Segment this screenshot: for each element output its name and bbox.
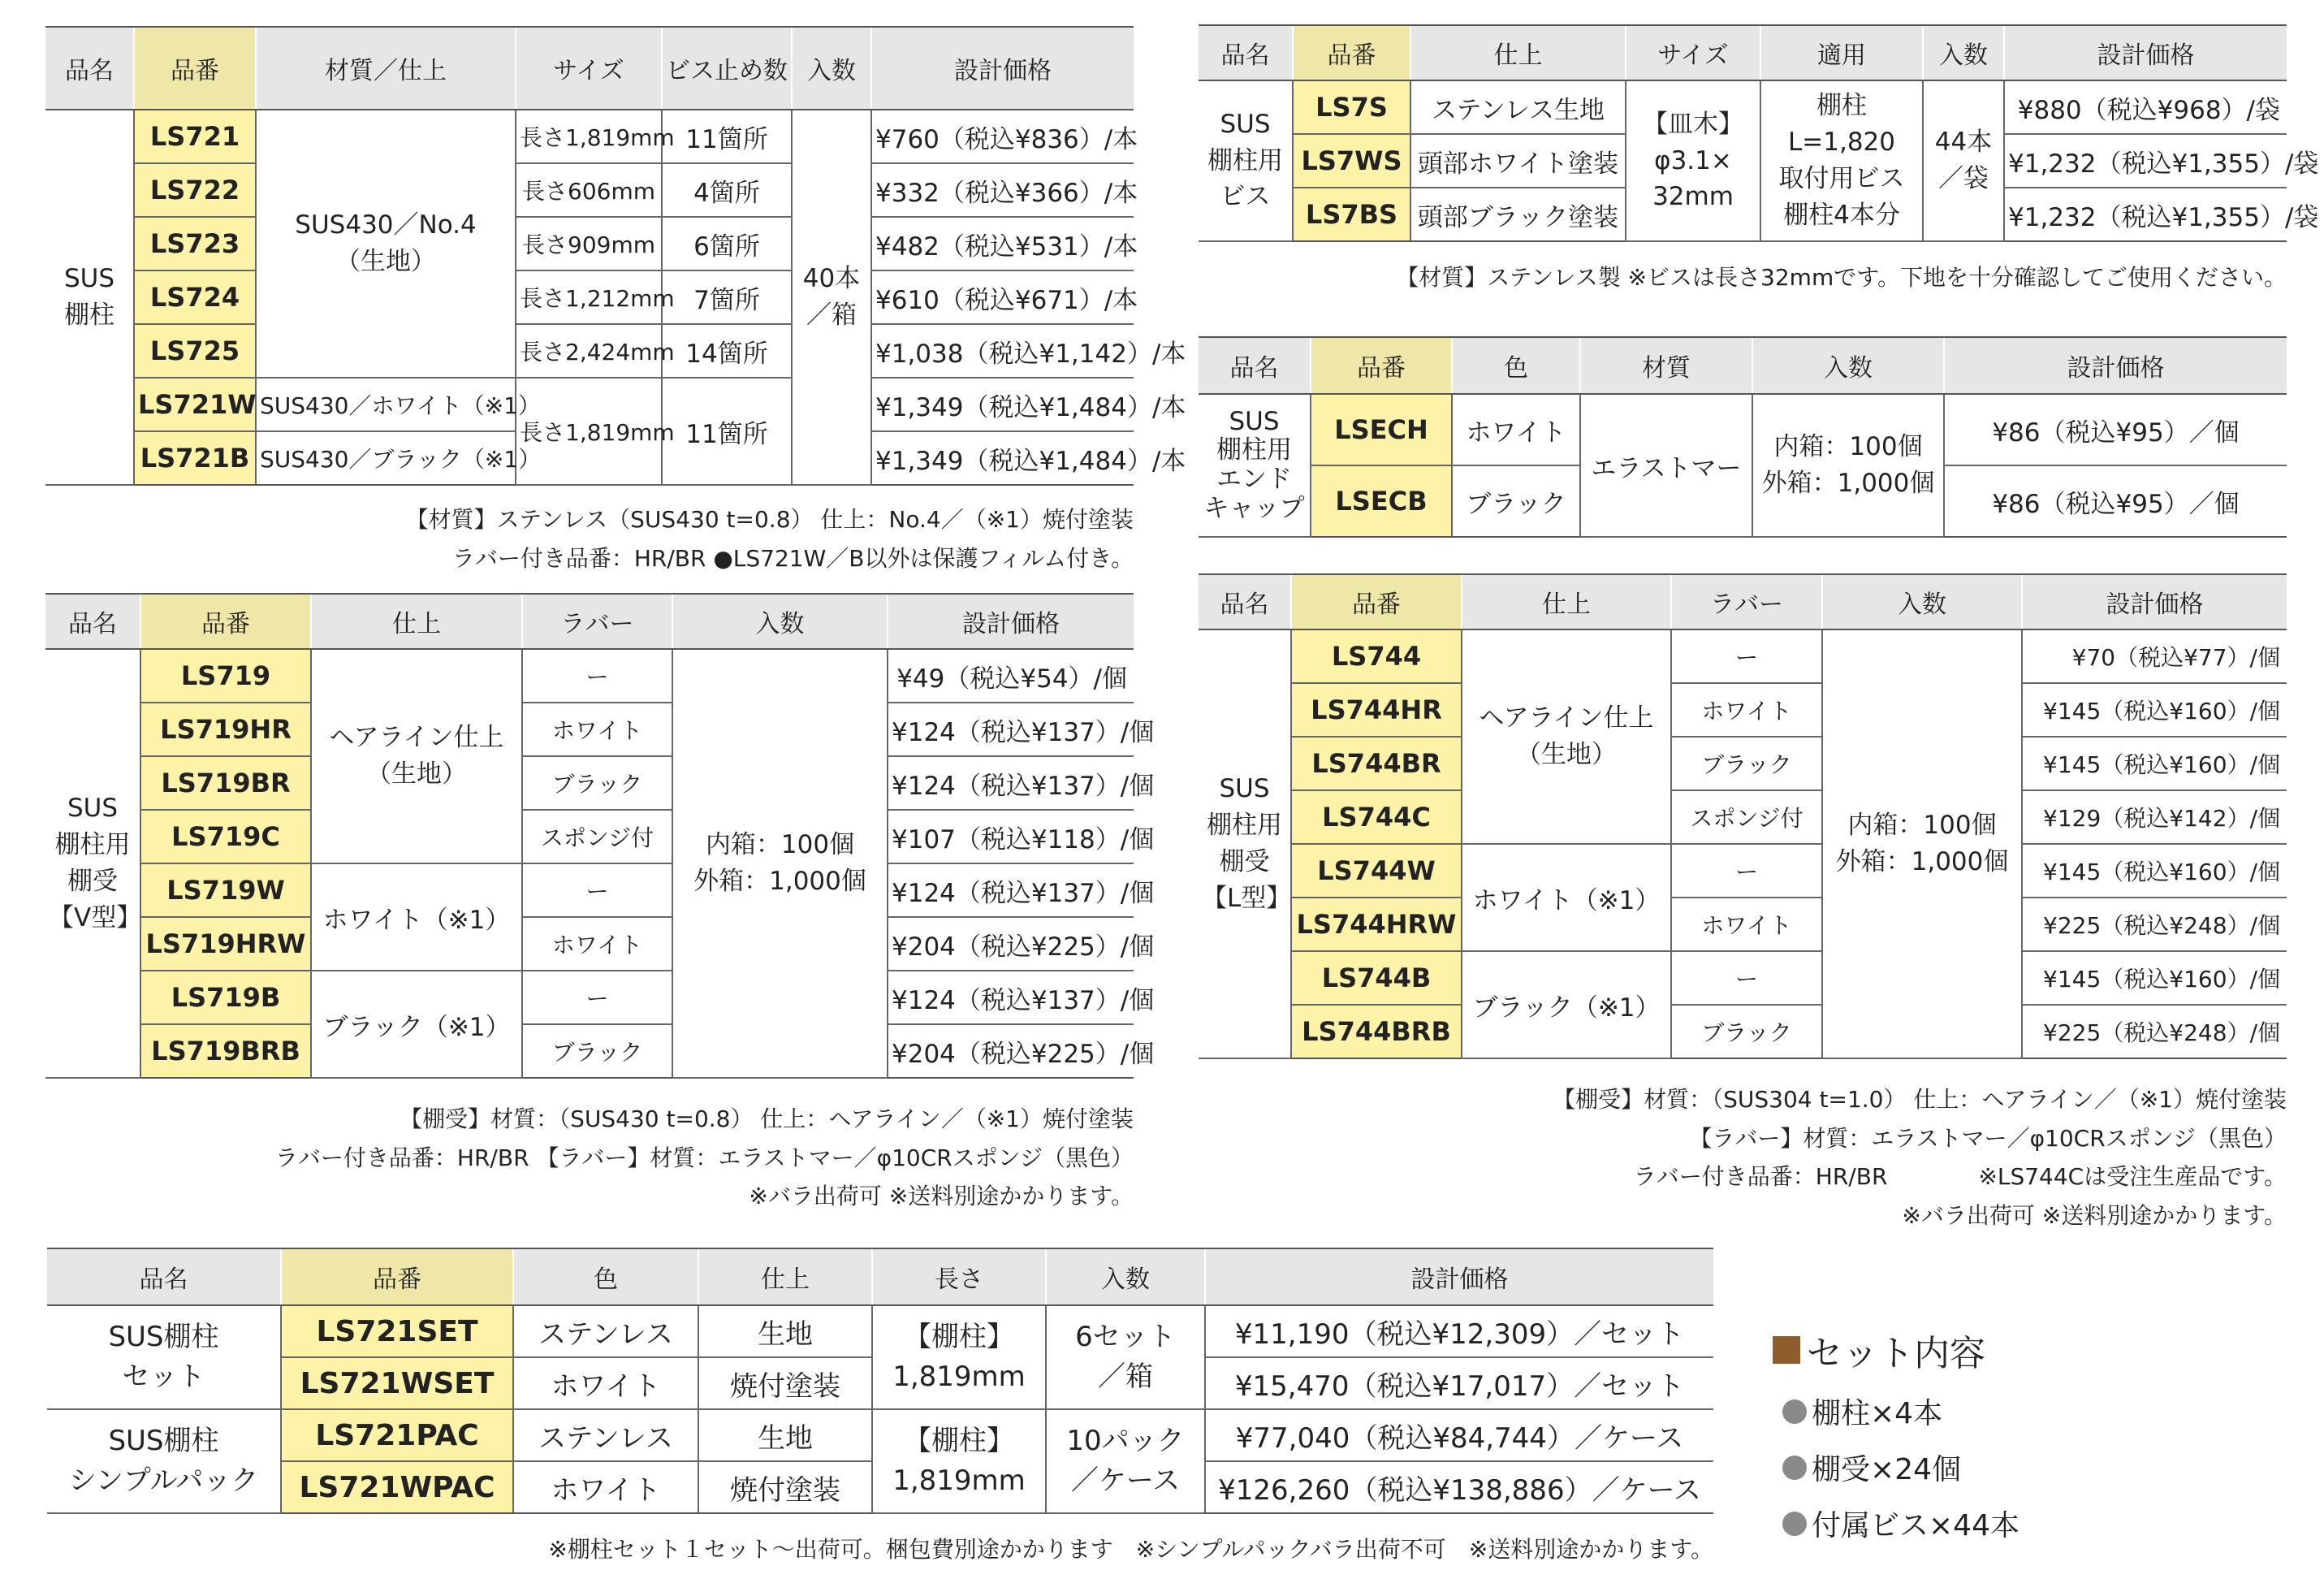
note-l-bracket [1553, 1080, 2287, 1235]
finish: ヘアライン仕上 （生地） [311, 649, 522, 863]
finish: 焼付塗装 [698, 1357, 872, 1409]
screw-count: 6箇所 [662, 217, 792, 270]
quantity: 44本 ／袋 [1923, 80, 2004, 241]
finish: 焼付塗装 [698, 1461, 872, 1513]
header-code: 品番 [140, 594, 311, 649]
price: ¥126,260（税込¥138,886）／ケース [1205, 1461, 1713, 1513]
product-code: LS721 [134, 110, 256, 163]
rubber: ー [522, 649, 672, 703]
set-contents [1773, 1324, 2130, 1544]
product-code: LS725 [134, 324, 256, 378]
price: ¥86（税込¥95）／個 [1944, 394, 2287, 465]
size: 長さ1,819mm [516, 378, 662, 485]
quantity: 10パック ／ケース [1046, 1409, 1205, 1513]
note-line: 【材質】ステンレス（SUS430 t=0.8） 仕上：No.4／（※1）焼付塗装 [405, 506, 1134, 533]
circle-bullet-icon [1782, 1456, 1807, 1480]
price: ¥77,040（税込¥84,744）／ケース [1205, 1409, 1713, 1461]
product-code: LS721PAC [281, 1409, 513, 1461]
product-name: SUS 棚柱用 棚受 【L型】 [1199, 629, 1291, 1058]
header-color: 色 [1452, 337, 1580, 394]
color: ステンレス [513, 1409, 698, 1461]
material-finish: SUS430／ブラック（※1） [256, 431, 516, 485]
rubber: ホワイト [1671, 898, 1822, 951]
product-code: LSECB [1311, 465, 1452, 537]
header-price: 設計価格 [871, 27, 1134, 110]
header-qty: 入数 [1923, 25, 2004, 80]
note-line: ラバー付き品番：HR/BR ※LS744Cは受注生産品です。 [1633, 1163, 2287, 1191]
product-code: LS7WS [1293, 134, 1410, 188]
product-code: LS719HRW [140, 917, 311, 971]
header-qty: 入数 [792, 27, 871, 110]
price: ¥107（税込¥118）/個 [888, 810, 1134, 863]
header-finish: 仕上 [311, 594, 522, 649]
screw-count: 11箇所 [662, 378, 792, 485]
header-price: 設計価格 [1944, 337, 2287, 394]
color: ブラック [1452, 465, 1580, 537]
rubber: ブラック [522, 1024, 672, 1078]
header-code: 品番 [281, 1248, 513, 1305]
note-line: ラバー付き品番：HR/BR ●LS721W／B以外は保護フィルム付き。 [451, 544, 1134, 572]
rubber: ブラック [1671, 1005, 1822, 1058]
header-qty: 入数 [672, 594, 888, 649]
rubber: ー [1671, 951, 1822, 1005]
header-code: 品番 [1293, 25, 1410, 80]
quantity: 6セット ／箱 [1046, 1305, 1205, 1409]
product-code: LS744W [1291, 844, 1462, 898]
table-sets [47, 1248, 1713, 1514]
header-name: 品名 [1199, 25, 1293, 80]
price: ¥129（税込¥142）/個 [2022, 790, 2287, 844]
product-name: SUS 棚柱 [45, 110, 134, 485]
product-code: LS719BRB [140, 1024, 311, 1078]
product-code: LS719HR [140, 703, 311, 756]
price: ¥204（税込¥225）/個 [888, 917, 1134, 971]
product-name: SUS棚柱 シンプルパック [47, 1409, 281, 1513]
product-name: SUS棚柱 セット [47, 1305, 281, 1409]
circle-bullet-icon [1782, 1512, 1807, 1536]
header-name: 品名 [45, 594, 140, 649]
price: ¥1,038（税込¥1,142）/本 [871, 324, 1134, 378]
set-contents-title-text: セット内容 [1807, 1333, 1985, 1374]
header-rubber: ラバー [522, 594, 672, 649]
color: ホワイト [513, 1461, 698, 1513]
price: ¥1,349（税込¥1,484）/本 [871, 378, 1134, 431]
rubber: スポンジ付 [1671, 790, 1822, 844]
header-color: 色 [513, 1248, 698, 1305]
product-code: LS719 [140, 649, 311, 703]
price: ¥1,349（税込¥1,484）/本 [871, 431, 1134, 485]
header-price: 設計価格 [1205, 1248, 1713, 1305]
finish: ホワイト（※1） [311, 863, 522, 971]
finish: ブラック（※1） [1462, 951, 1671, 1058]
header-screws: ビス止め数 [662, 27, 792, 110]
product-code: LS723 [134, 217, 256, 270]
price: ¥760（税込¥836）/本 [871, 110, 1134, 163]
note-line: ※バラ出荷可 ※送料別途かかります。 [1902, 1201, 2287, 1229]
header-code: 品番 [1291, 574, 1462, 629]
header-length: 長さ [872, 1248, 1046, 1305]
table-end-cap [1199, 336, 2287, 538]
price: ¥610（税込¥671）/本 [871, 270, 1134, 324]
size: 長さ606mm [516, 163, 662, 217]
price: ¥204（税込¥225）/個 [888, 1024, 1134, 1078]
size: 長さ1,212mm [516, 270, 662, 324]
screw-count: 7箇所 [662, 270, 792, 324]
table-l-bracket [1199, 573, 2287, 1059]
product-code: LS744BRB [1291, 1005, 1462, 1058]
header-finish: 仕上 [698, 1248, 872, 1305]
price: ¥124（税込¥137）/個 [888, 756, 1134, 810]
product-code: LS744B [1291, 951, 1462, 1005]
price: ¥70（税込¥77）/個 [2022, 629, 2287, 683]
quantity: 内箱：100個 外箱：1,000個 [1752, 394, 1944, 537]
price: ¥145（税込¥160）/個 [2022, 737, 2287, 790]
finish: ホワイト（※1） [1462, 844, 1671, 951]
header-name: 品名 [47, 1248, 281, 1305]
header-finish: 仕上 [1462, 574, 1671, 629]
rubber: ー [1671, 629, 1822, 683]
color: ステンレス [513, 1305, 698, 1357]
header-name: 品名 [1199, 574, 1291, 629]
circle-bullet-icon [1782, 1399, 1807, 1424]
color: ホワイト [1452, 394, 1580, 465]
product-code: LSECH [1311, 394, 1452, 465]
rubber: ブラック [1671, 737, 1822, 790]
price: ¥1,232（税込¥1,355）/袋 [2004, 188, 2287, 241]
product-code: LS721SET [281, 1305, 513, 1357]
price: ¥1,232（税込¥1,355）/袋 [2004, 134, 2287, 188]
screw-count: 4箇所 [662, 163, 792, 217]
set-item [1782, 1391, 2130, 1432]
price: ¥145（税込¥160）/個 [2022, 951, 2287, 1005]
size: 長さ1,819mm [516, 110, 662, 163]
length: 【棚柱】 1,819mm [872, 1409, 1046, 1513]
note-line: ※バラ出荷可 ※送料別途かかります。 [749, 1183, 1134, 1210]
material: エラストマー [1580, 394, 1752, 537]
price: ¥86（税込¥95）／個 [1944, 465, 2287, 537]
product-code: LS744BR [1291, 737, 1462, 790]
square-bullet-icon [1773, 1336, 1800, 1364]
note-line: 【棚受】材質：（SUS304 t=1.0） 仕上：ヘアライン／（※1）焼付塗装 [1553, 1086, 2287, 1113]
rubber: ホワイト [1671, 683, 1822, 737]
screw-count: 14箇所 [662, 324, 792, 378]
product-code: LS721W [134, 378, 256, 431]
note-line: ※棚柱セット１セット～出荷可。梱包費別途かかります ※シンプルパックバラ出荷不可 ※送料別途かかります。 [548, 1536, 1713, 1563]
table-screws [1199, 24, 2319, 242]
header-size: サイズ [1626, 25, 1760, 80]
rubber: ブラック [522, 756, 672, 810]
finish: 生地 [698, 1409, 872, 1461]
note-line: 【材質】ステンレス製 ※ビスは長さ32mmです。下地を十分確認してご使用ください。 [1396, 264, 2287, 291]
product-name: SUS 棚柱用 棚受 【V型】 [45, 649, 140, 1078]
header-qty: 入数 [1046, 1248, 1205, 1305]
set-item-text: 棚受×24個 [1812, 1453, 1961, 1486]
quantity: 内箱：100個 外箱：1,000個 [672, 649, 888, 1078]
color: ホワイト [513, 1357, 698, 1409]
set-item [1782, 1447, 2130, 1488]
header-code: 品番 [1311, 337, 1452, 394]
product-code: LS724 [134, 270, 256, 324]
product-code: LS719C [140, 810, 311, 863]
product-code: LS722 [134, 163, 256, 217]
header-price: 設計価格 [2004, 25, 2287, 80]
header-material: 材質 [1580, 337, 1752, 394]
header-apply: 適用 [1760, 25, 1923, 80]
note-sets [548, 1530, 1713, 1569]
note-line: 【棚受】材質：（SUS430 t=0.8） 仕上：ヘアライン／（※1）焼付塗装 [400, 1105, 1134, 1132]
size: 長さ2,424mm [516, 324, 662, 378]
header-name: 品名 [1199, 337, 1311, 394]
product-code: LS721B [134, 431, 256, 485]
product-code: LS7S [1293, 80, 1410, 134]
price: ¥15,470（税込¥17,017）／セット [1205, 1357, 1713, 1409]
note-shelf-post [406, 500, 1134, 578]
price: ¥124（税込¥137）/個 [888, 971, 1134, 1024]
header-finish: 仕上 [1410, 25, 1626, 80]
header-material: 材質／仕上 [256, 27, 516, 110]
note-screws [1396, 258, 2287, 297]
header-name: 品名 [45, 27, 134, 110]
quantity: 40本 ／箱 [792, 110, 871, 485]
product-code: LS719BR [140, 756, 311, 810]
product-code: LS744HRW [1291, 898, 1462, 951]
header-rubber: ラバー [1671, 574, 1822, 629]
price: ¥124（税込¥137）/個 [888, 703, 1134, 756]
rubber: スポンジ付 [522, 810, 672, 863]
finish: 頭部ホワイト塗装 [1410, 134, 1626, 188]
price: ¥332（税込¥366）/本 [871, 163, 1134, 217]
rubber: ホワイト [522, 703, 672, 756]
note-line: 【ラバー】材質：エラストマー／φ10CRスポンジ（黒色） [1689, 1124, 2287, 1152]
length: 【棚柱】 1,819mm [872, 1305, 1046, 1409]
header-size: サイズ [516, 27, 662, 110]
table-sus-shelf-post [45, 26, 1186, 486]
finish: 生地 [698, 1305, 872, 1357]
finish: ステンレス生地 [1410, 80, 1626, 134]
header-code: 品番 [134, 27, 256, 110]
product-code: LS744HR [1291, 683, 1462, 737]
header-price: 設計価格 [2022, 574, 2287, 629]
table-v-bracket [45, 593, 1155, 1079]
note-v-bracket [275, 1100, 1134, 1216]
product-name: SUS 棚柱用 エンド キャップ [1199, 394, 1311, 537]
size: 長さ909mm [516, 217, 662, 270]
size: 【皿木】 φ3.1× 32mm [1626, 80, 1760, 241]
price: ¥880（税込¥968）/袋 [2004, 80, 2287, 134]
set-item-text: 付属ビス×44本 [1812, 1509, 2019, 1542]
price: ¥225（税込¥248）/個 [2022, 898, 2287, 951]
price: ¥225（税込¥248）/個 [2022, 1005, 2287, 1058]
header-qty: 入数 [1822, 574, 2022, 629]
material-finish: SUS430／ホワイト（※1） [256, 378, 516, 431]
finish: ヘアライン仕上 （生地） [1462, 629, 1671, 844]
header-qty: 入数 [1752, 337, 1944, 394]
header-price: 設計価格 [888, 594, 1134, 649]
quantity: 内箱：100個 外箱：1,000個 [1822, 629, 2022, 1058]
finish: ブラック（※1） [311, 971, 522, 1078]
price: ¥49（税込¥54）/個 [888, 649, 1134, 703]
application: 棚柱L=1,820 取付用ビス 棚柱4本分 [1760, 80, 1923, 241]
price: ¥482（税込¥531）/本 [871, 217, 1134, 270]
price: ¥124（税込¥137）/個 [888, 863, 1134, 917]
product-code: LS744C [1291, 790, 1462, 844]
product-code: LS7BS [1293, 188, 1410, 241]
material-finish: SUS430／No.4 （生地） [256, 110, 516, 378]
rubber: ホワイト [522, 917, 672, 971]
product-name: SUS 棚柱用 ビス [1199, 80, 1293, 241]
rubber: ー [1671, 844, 1822, 898]
product-code: LS719B [140, 971, 311, 1024]
rubber: ー [522, 863, 672, 917]
note-line: ラバー付き品番：HR/BR 【ラバー】材質：エラストマー／φ10CRスポンジ（黒色） [274, 1144, 1134, 1171]
set-contents-title [1773, 1324, 2130, 1376]
product-code: LS719W [140, 863, 311, 917]
price: ¥145（税込¥160）/個 [2022, 683, 2287, 737]
price: ¥11,190（税込¥12,309）／セット [1205, 1305, 1713, 1357]
set-item [1782, 1503, 2130, 1544]
price: ¥145（税込¥160）/個 [2022, 844, 2287, 898]
set-item-text: 棚柱×4本 [1812, 1397, 1943, 1430]
screw-count: 11箇所 [662, 110, 792, 163]
product-code: LS721WPAC [281, 1461, 513, 1513]
finish: 頭部ブラック塗装 [1410, 188, 1626, 241]
product-code: LS744 [1291, 629, 1462, 683]
product-code: LS721WSET [281, 1357, 513, 1409]
rubber: ー [522, 971, 672, 1024]
